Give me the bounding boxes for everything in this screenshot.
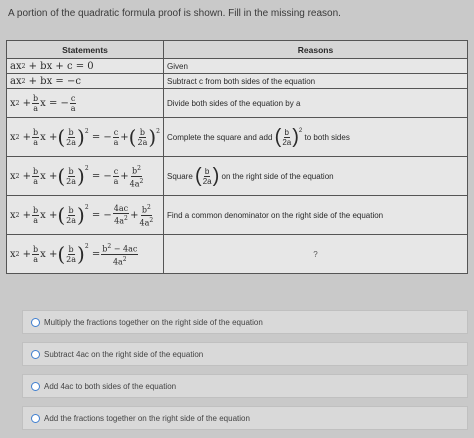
equation: x 2 + b a x + ( b 2a ) 2 = − c a + ( b 2a ) 2 — [10, 125, 160, 149]
reason-cell: Divide both sides of the equation by a — [164, 89, 468, 118]
reason-text: to both sides — [304, 132, 350, 142]
equation: x 2 + b a x + ( b 2a ) 2 = − 4ac $4a^2$ + $b^2$ $4a^2$ — [10, 203, 154, 228]
answer-choice[interactable] — [22, 310, 468, 334]
radio-button-icon[interactable] — [31, 414, 40, 423]
question-prompt: A portion of the quadratic formula proof is shown. Fill in the missing reason. — [8, 8, 341, 19]
choice-label: Add the fractions together on the right side of the equation — [44, 413, 250, 423]
table-row — [7, 74, 468, 89]
answer-choice[interactable] — [22, 374, 468, 398]
table-row — [7, 59, 468, 74]
reasons-header: Reasons — [164, 41, 468, 59]
answer-choice[interactable] — [22, 342, 468, 366]
statement-cell — [7, 89, 164, 118]
table-row — [7, 118, 468, 157]
reason-cell: Find a common denominator on the right side of the equation — [164, 196, 468, 235]
statement-cell — [7, 235, 164, 274]
table-row — [7, 196, 468, 235]
missing-reason-cell: ? — [164, 235, 468, 274]
reason-cell: Subtract c from both sides of the equation — [164, 74, 468, 89]
statement-cell — [7, 196, 164, 235]
reason-text: on the right side of the equation — [221, 171, 334, 181]
choice-label: Subtract 4ac on the right side of the equation — [44, 349, 204, 359]
statements-header: Statements — [7, 41, 164, 59]
proof-table — [6, 40, 468, 274]
reason-cell: Square ( b 2a ) on the right side of the equation — [164, 157, 468, 196]
answer-choice[interactable] — [22, 406, 468, 430]
statement-cell — [7, 74, 164, 89]
equation: x 2 + b a x + ( b 2a ) 2 = − c a + $b^2$ $4a^2$ — [10, 164, 144, 189]
table-row — [7, 157, 468, 196]
equation: ax 2 + bx + c = 0 — [10, 60, 94, 72]
statement-cell — [7, 118, 164, 157]
reason-text: Square — [167, 171, 193, 181]
choice-label: Add 4ac to both sides of the equation — [44, 381, 177, 391]
statement-cell — [7, 157, 164, 196]
radio-button-icon[interactable] — [31, 382, 40, 391]
reason-cell: Given — [164, 59, 468, 74]
radio-button-icon[interactable] — [31, 318, 40, 327]
statement-cell — [7, 59, 164, 74]
table-row — [7, 235, 468, 274]
choice-label: Multiply the fractions together on the right side of the equation — [44, 317, 263, 327]
equation: ax 2 + bx = −c — [10, 75, 81, 87]
answer-choices — [22, 310, 468, 438]
reason-cell: Complete the square and add ( b 2a ) 2 to both sides — [164, 118, 468, 157]
equation: x 2 + b a x = − c a — [10, 93, 76, 113]
reason-text: Complete the square and add — [167, 132, 273, 142]
equation: x 2 + b a x + ( b 2a ) 2 = $b^2 - 4ac$ $4a^2$ — [10, 242, 138, 267]
radio-button-icon[interactable] — [31, 350, 40, 359]
table-row — [7, 89, 468, 118]
